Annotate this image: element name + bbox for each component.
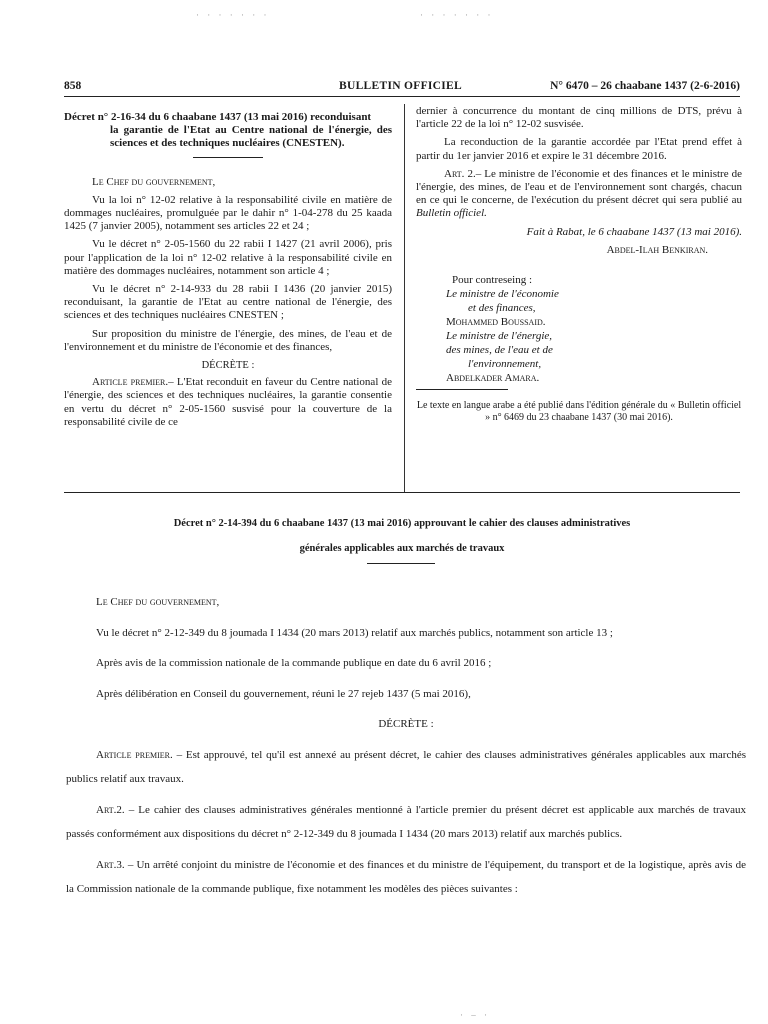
decree1-fait: Fait à Rabat, le 6 chaabane 1437 (13 mai 2016). [526, 225, 742, 238]
footnote-rule [416, 389, 508, 390]
decree1-title-rule [193, 157, 263, 158]
decree2-chef: Le Chef du gouvernement, [96, 596, 220, 608]
decree1-signatory: Abdel-Ilah Benkiran. [606, 243, 708, 256]
decree1-left-column [64, 111, 392, 434]
decree1-chef: Le Chef du gouvernement, [92, 175, 216, 188]
minister2-title-line2: des mines, de l'eau et de [446, 344, 553, 357]
decree2-article1 [66, 743, 746, 792]
scan-artifact-top-right: · · · · · · · [420, 10, 494, 20]
decree1-right-column [416, 105, 742, 434]
decree2-article1-text: – Est approuvé, tel qu'il est annexé au présent décret, le cahier des clauses administratives générales applicables aux marchés publics relatif aux travaux. [66, 748, 746, 785]
decree1-article1 [64, 376, 392, 429]
decree1-para2: Vu le décret n° 2-05-1560 du 22 rabii I 1427 (21 avril 2006), pris pour l'application de la loi n° 12-02 relative à la responsabilité civile en matière des dommages nucléaires, notamment son article 4 ; [64, 238, 392, 277]
decree1-title-line1: Décret n° 2-16-34 du 6 chaabane 1437 (13 mai 2016) reconduisant [64, 111, 372, 123]
minister2-title-line3: l'environnement, [468, 358, 542, 371]
decree1-para3: Vu le décret n° 2-14-933 du 28 rabii I 1436 (20 janvier 2015) reconduisant, la garantie de l'Etat au centre national de l'énergie, des sciences et des techniques nucléaires CNESTEN ; [64, 283, 392, 322]
decree1-title-line2: la garantie de l'Etat au Centre national de l'énergie, des sciences et des techniques nucléaires (CNESTEN). [110, 124, 392, 150]
section-divider [64, 492, 740, 493]
decree1-para4: Sur proposition du ministre de l'énergie, des mines, de l'eau et de l'environnement et du ministre de l'économie et des finances, [64, 327, 392, 353]
scan-artifact-top: · · · · · · · [196, 10, 270, 20]
decree1-footnote: Le texte en langue arabe a été publié dans l'édition générale du « Bulletin officiel » n° 6469 du 23 chaabane 1437 (30 mai 2016). [416, 400, 742, 424]
decree1-article2 [416, 168, 742, 221]
minister2-title-line1: Le ministre de l'énergie, [446, 330, 553, 343]
decree1-title [64, 111, 392, 151]
decree1-article1-text: – L'Etat reconduit en faveur du Centre national de l'énergie, des sciences et des techniques nucléaires, la garantie consentie en vertu du décret n° 2-05-1560 susvisé pour la couverture de la responsabilité civile de ce [64, 376, 392, 428]
decree1-article2-label: Art. 2. [444, 167, 476, 180]
decree2-para1: Vu le décret n° 2-12-349 du 8 joumada I 1434 (20 mars 2013) relatif aux marchés publics, notamment son article 13 ; [96, 626, 613, 639]
countersign-block [416, 273, 742, 385]
page-header [64, 80, 740, 96]
decree1-bulletin-ref: Bulletin officiel. [416, 207, 487, 220]
decree2-article3 [66, 853, 746, 902]
minister2-name: Abdelkader Amara. [446, 372, 540, 385]
decree2-article2 [66, 798, 746, 847]
decree1-article2-text: – Le ministre de l'économie et des finances et le ministre de l'énergie, des mines, de l'eau et de l'environnement sont chargés, chacun en ce qui le concerne, de l'exécution du présent décret qui sera publié au [416, 167, 743, 207]
decree2-article2-label: Art.2. [96, 803, 125, 816]
contreseing-label: Pour contreseing : [452, 274, 533, 287]
scan-artifact-bottom: · – · [460, 1010, 490, 1020]
decree2-decrete: DÉCRÈTE : [378, 718, 434, 730]
decree1-decrete: DÉCRÈTE : [201, 360, 255, 372]
decree2-para2: Après avis de la commission nationale de la commande publique en date du 6 avril 2016 ; [96, 657, 492, 669]
decree2-article3-label: Art.3. [96, 858, 125, 871]
decree2-title [64, 511, 740, 561]
bulletin-title: BULLETIN OFFICIEL [339, 80, 463, 92]
decree2-body [66, 590, 746, 908]
decree1-reconduction: La reconduction de la garantie accordée par l'Etat prend effet à partir du 1er janvier 2016 et expire le 31 décembre 2016. [416, 136, 742, 162]
decree2-article1-label: Article premier. [96, 748, 173, 761]
decree2-para3: Après délibération en Conseil du gouvernement, réuni le 27 rejeb 1437 (5 mai 2016), [96, 687, 471, 700]
column-divider [404, 104, 405, 492]
minister1-name: Mohammed Boussaid. [446, 316, 546, 329]
page-number: 858 [64, 80, 82, 92]
decree1-continuation: dernier à concurrence du montant de cinq millions de DTS, prévu à l'article 22 de la loi n° 12-02 susvisée. [416, 105, 742, 131]
issue-number: N° 6470 – 26 chaabane 1437 (2-6-2016) [550, 80, 740, 92]
minister1-title-line1: Le ministre de l'économie [446, 288, 559, 301]
decree2-title-line1: Décret n° 2-14-394 du 6 chaabane 1437 (13 mai 2016) approuvant le cahier des clauses administratives [173, 518, 631, 529]
minister1-title-line2: et des finances, [468, 302, 536, 315]
decree2-title-rule [367, 563, 435, 564]
header-rule [64, 96, 740, 97]
decree1-article1-label: Article premier. [92, 376, 169, 389]
decree2-title-line2: générales applicables aux marchés de travaux [299, 543, 505, 554]
decree2-article2-text: – Le cahier des clauses administratives générales mentionné à l'article premier du présent décret est applicable aux marchés de travaux passés conformément aux dispositions du décret n° 2-12-349 du 8 joumada I 1434 (20 mars 2013) relatif aux marchés publics. [66, 803, 746, 840]
decree1-para1: Vu la loi n° 12-02 relative à la responsabilité civile en matière de dommages nucléaires, promulguée par le dahir n° 1-04-278 du 25 kaada 1425 (7 janvier 2005), notamment ses articles 22 et 24 ; [64, 193, 392, 233]
decree2-article3-text: – Un arrêté conjoint du ministre de l'économie et des finances et du ministre de l'équipement, du transport et de la logistique, après avis de la Commission nationale de la commande publique, fixe notamment les modèles des pièces suivantes : [66, 858, 746, 895]
